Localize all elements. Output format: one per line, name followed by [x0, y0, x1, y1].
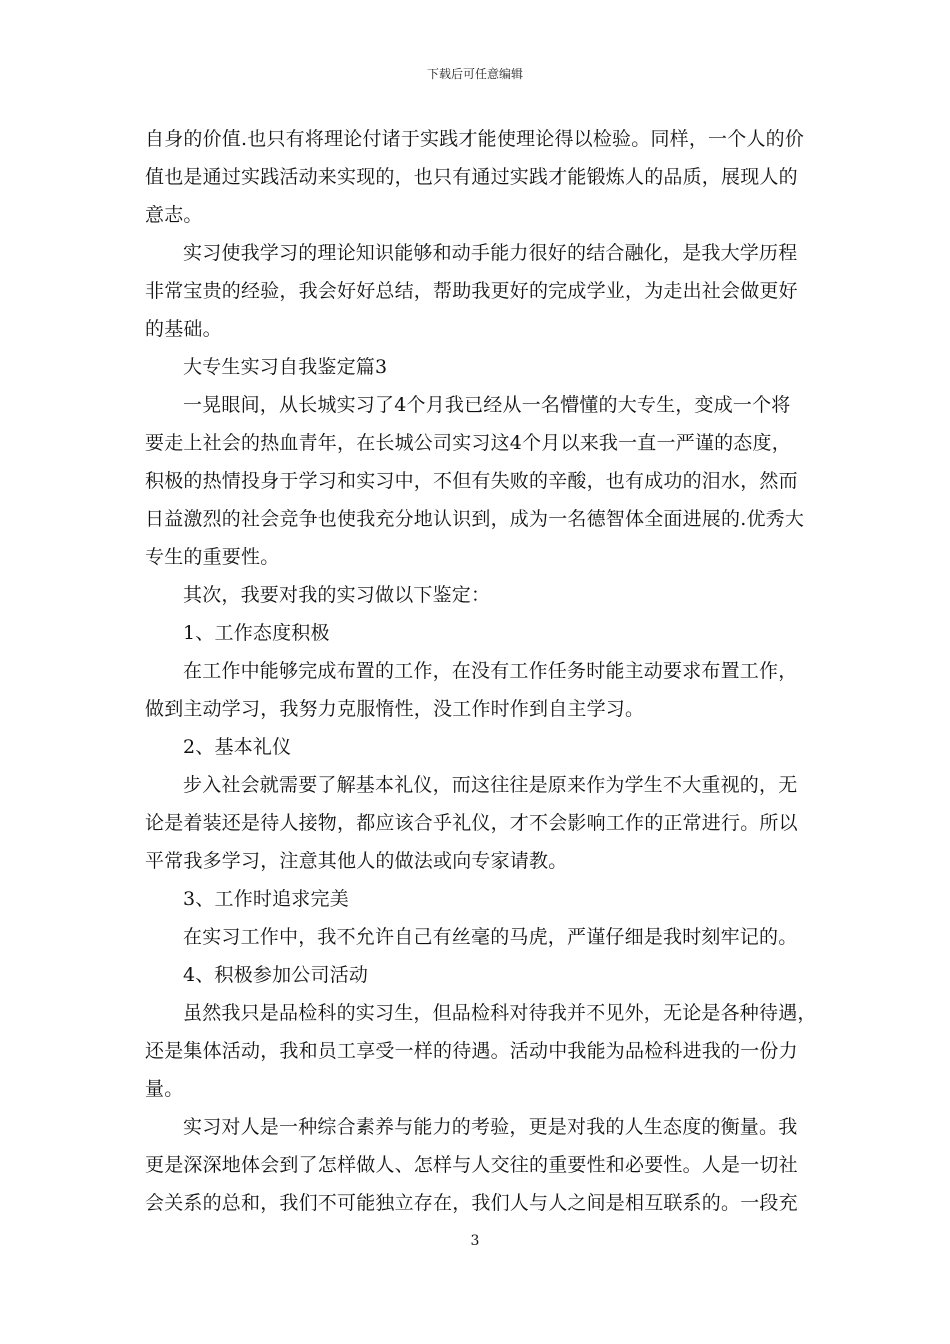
text-line: 量。: [145, 1078, 184, 1100]
text-line: 做到主动学习，我努力克服惰性，没工作时作到自主学习。: [145, 698, 645, 720]
text-line: 意志。: [145, 204, 203, 226]
paragraph-start: 其次，我要对我的实习做以下鉴定：: [183, 584, 491, 606]
text-line: 专生的重要性。: [145, 546, 280, 568]
paragraph-start: 步入社会就需要了解基本礼仪，而这往往是原来作为学生不大重视的，无: [183, 774, 798, 796]
text-line: 自身的价值.也只有将理论付诸于实践才能使理论得以检验。同样，一个人的价: [145, 128, 805, 150]
list-heading: 1、工作态度积极: [183, 622, 330, 644]
text-line: 值也是通过实践活动来实现的，也只有通过实践才能锻炼人的品质，展现人的: [145, 166, 798, 188]
text-line: 日益激烈的社会竞争也使我充分地认识到，成为一名德智体全面进展的.优秀大: [145, 508, 805, 530]
paragraph-start: 一晃眼间，从长城实习了4个月我已经从一名懵懂的大专生，变成一个将: [183, 394, 791, 416]
paragraph-start: 在实习工作中，我不允许自己有丝毫的马虎，严谨仔细是我时刻牢记的。: [183, 926, 798, 948]
text-line: 论是着装还是待人接物，都应该合乎礼仪，才不会影响工作的正常进行。所以: [145, 812, 798, 834]
document-body: [145, 120, 817, 1222]
text-line: 非常宝贵的经验，我会好好总结，帮助我更好的完成学业，为走出社会做更好: [145, 280, 798, 302]
list-heading: 4、积极参加公司活动: [183, 964, 369, 986]
text-line: 会关系的总和，我们不可能独立存在，我们人与人之间是相互联系的。一段充: [145, 1192, 798, 1214]
text-line: 平常我多学习，注意其他人的做法或向专家请教。: [145, 850, 568, 872]
text-line: 要走上社会的热血青年，在长城公司实习这4个月以来我一直一严谨的态度，: [145, 432, 791, 454]
paragraph-start: 虽然我只是品检科的实习生，但品检科对待我并不见外，无论是各种待遇，: [183, 1002, 817, 1024]
paragraph-start: 在工作中能够完成布置的工作，在没有工作任务时能主动要求布置工作，: [183, 660, 798, 682]
paragraph-start: 实习使我学习的理论知识能够和动手能力很好的结合融化，是我大学历程: [183, 242, 798, 264]
text-line: 的基础。: [145, 318, 222, 340]
text-line: 积极的热情投身于学习和实习中，不但有失败的辛酸，也有成功的泪水，然而: [145, 470, 798, 492]
text-line: 更是深深地体会到了怎样做人、怎样与人交往的重要性和必要性。人是一切社: [145, 1154, 798, 1176]
text-line: 还是集体活动，我和员工享受一样的待遇。活动中我能为品检科进我的一份力: [145, 1040, 798, 1062]
page-number: 3: [470, 1233, 480, 1249]
page-header: 下载后可任意编辑: [426, 67, 523, 81]
paragraph-start: 实习对人是一种综合素养与能力的考验，更是对我的人生态度的衡量。我: [183, 1116, 798, 1138]
list-heading: 2、基本礼仪: [183, 736, 292, 758]
list-heading: 3、工作时追求完美: [183, 888, 349, 910]
section-heading: 大专生实习自我鉴定篇3: [183, 356, 388, 378]
